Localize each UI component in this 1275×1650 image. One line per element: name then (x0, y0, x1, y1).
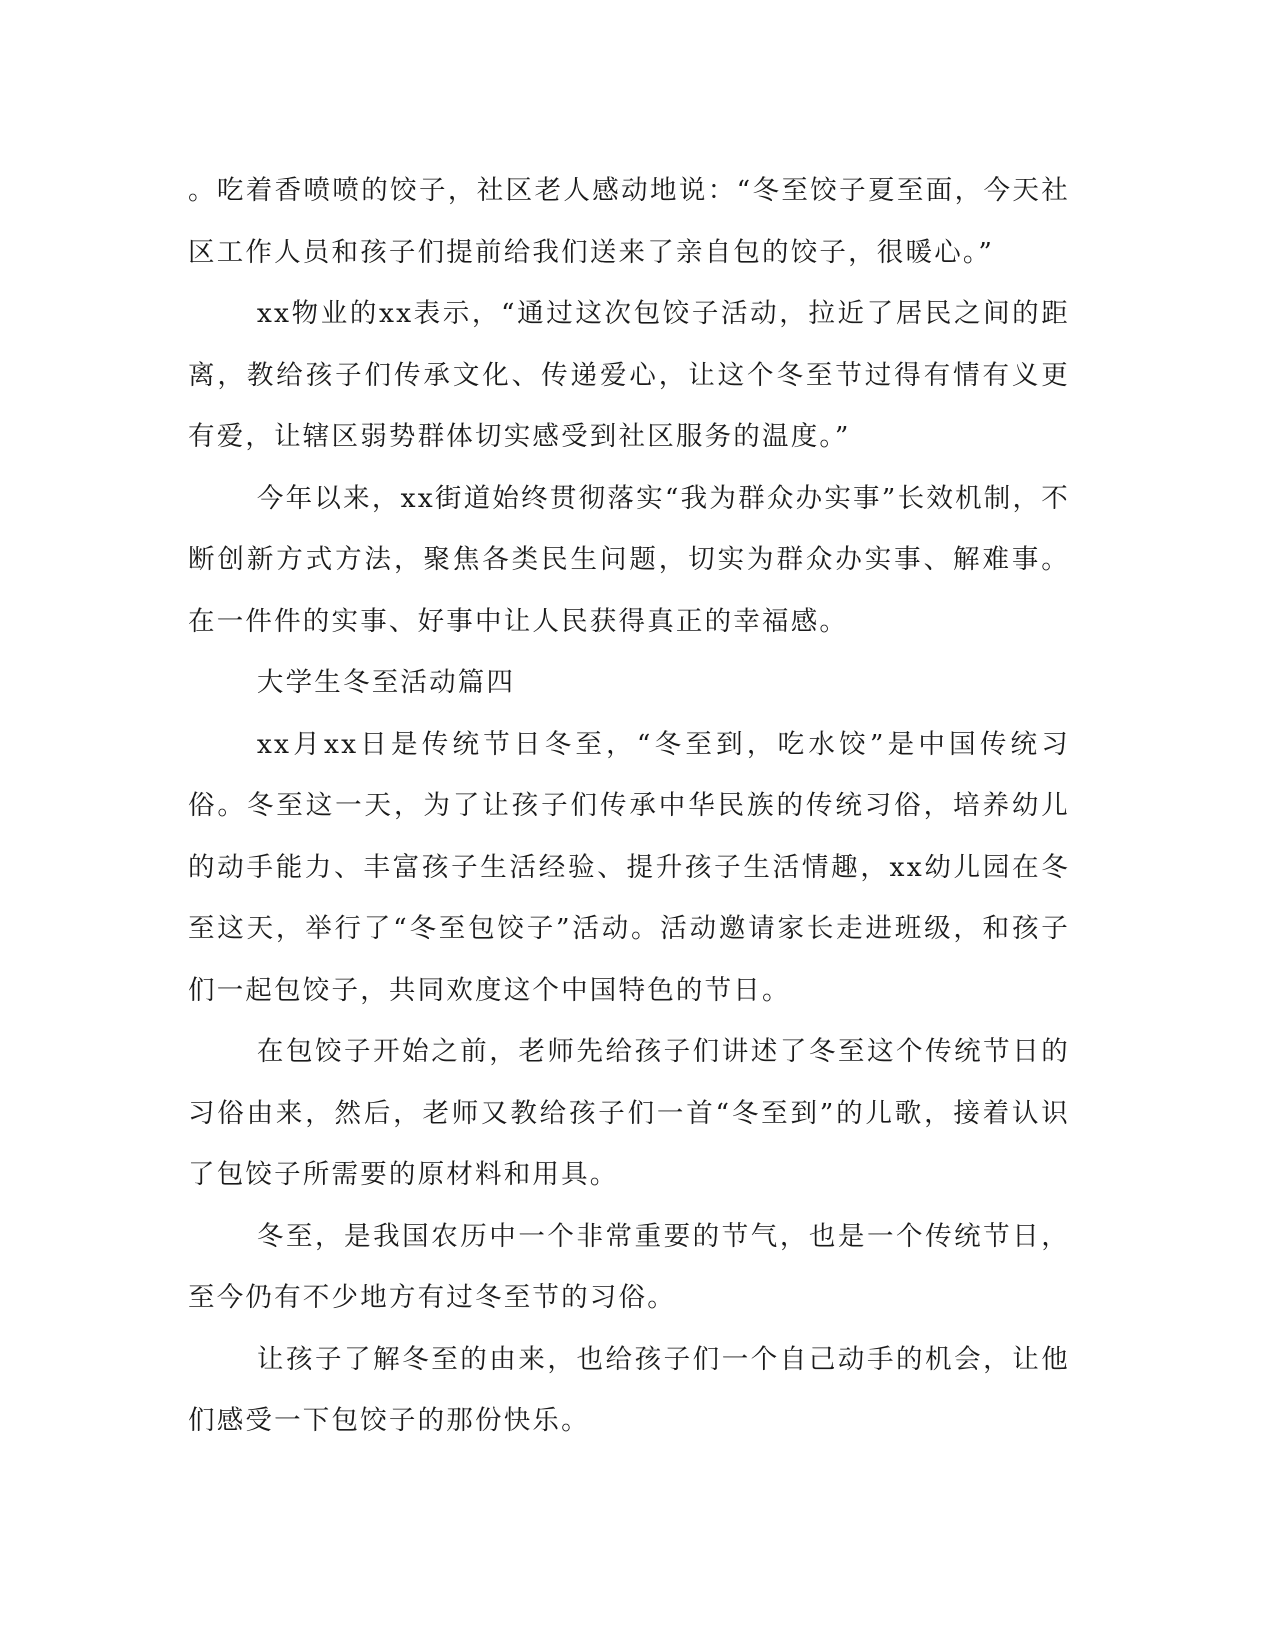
paragraph-7: 让孩子了解冬至的由来，也给孩子们一个自己动手的机会，让他们感受一下包饺子的那份快乐。 (188, 1343, 1070, 1436)
document-body (188, 160, 1070, 1452)
paragraph-3: 今年以来，xx街道始终贯彻落实“我为群众办实事”长效机制，不断创新方式方法，聚焦各类民生问题，切实为群众办实事、解难事。在一件件的实事、好事中让人民获得真正的幸福感。 (188, 482, 1070, 637)
paragraph-1: 。吃着香喷喷的饺子，社区老人感动地说：“冬至饺子夏至面，今天社区工作人员和孩子们提前给我们送来了亲自包的饺子，很暖心。” (188, 175, 1070, 268)
paragraph-5: 在包饺子开始之前，老师先给孩子们讲述了冬至这个传统节日的习俗由来，然后，老师又教给孩子们一首“冬至到”的儿歌，接着认识了包饺子所需要的原材料和用具。 (188, 1036, 1070, 1190)
section-heading: 大学生冬至活动篇四 (256, 667, 516, 698)
paragraph-2: xx物业的xx表示，“通过这次包饺子活动，拉近了居民之间的距离，教给孩子们传承文化、传递爱心，让这个冬至节过得有情有义更有爱，让辖区弱势群体切实感受到社区服务的温度。” (188, 298, 1070, 452)
paragraph-6: 冬至，是我国农历中一个非常重要的节气，也是一个传统节日，至今仍有不少地方有过冬至节的习俗。 (188, 1220, 1070, 1313)
paragraph-4: xx月xx日是传统节日冬至，“冬至到，吃水饺”是中国传统习俗。冬至这一天，为了让孩子们传承中华民族的传统习俗，培养幼儿的动手能力、丰富孩子生活经验、提升孩子生活情趣，xx幼儿园在冬至这天，举行了“冬至包饺子”活动。活动邀请家长走进班级，和孩子们一起包饺子，共同欢度这个中国特色的节日。 (188, 728, 1070, 1006)
